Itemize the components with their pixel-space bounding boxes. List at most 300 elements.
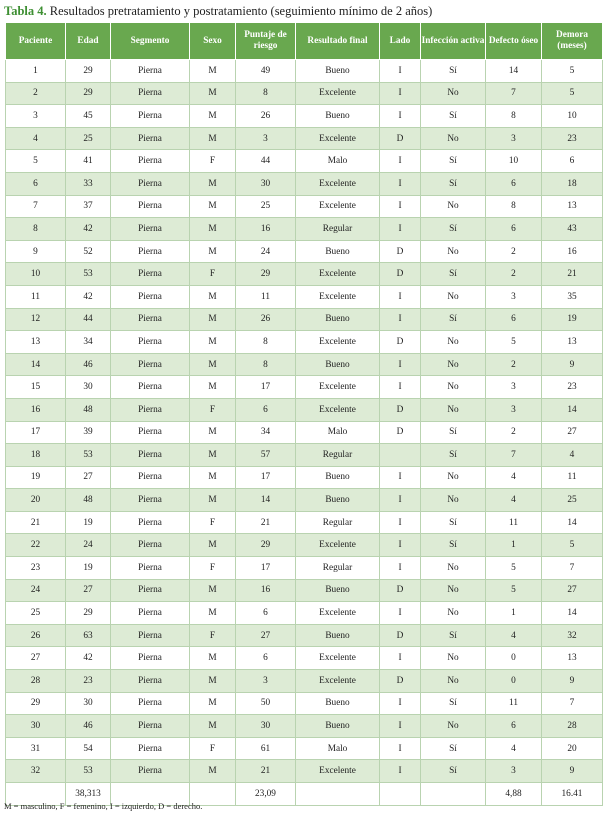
table-cell: I bbox=[380, 60, 421, 83]
table-cell: Excelente bbox=[296, 760, 380, 783]
table-cell: Pierna bbox=[111, 624, 190, 647]
table-cell: Pierna bbox=[111, 466, 190, 489]
table-cell: Pierna bbox=[111, 421, 190, 444]
table-cell: I bbox=[380, 376, 421, 399]
table-cell: 53 bbox=[66, 263, 111, 286]
table-cell: Regular bbox=[296, 557, 380, 580]
table-cell: 13 bbox=[6, 331, 66, 354]
table-cell: 3 bbox=[486, 398, 542, 421]
table-cell: 6 bbox=[486, 715, 542, 738]
table-cell: Sí bbox=[421, 444, 486, 467]
table-cell: I bbox=[380, 602, 421, 625]
table-cell: Sí bbox=[421, 760, 486, 783]
table-cell: 42 bbox=[66, 218, 111, 241]
table-cell: 26 bbox=[6, 624, 66, 647]
table-cell: Sí bbox=[421, 692, 486, 715]
table-cell: Bueno bbox=[296, 308, 380, 331]
table-cell: Pierna bbox=[111, 534, 190, 557]
table-cell: 19 bbox=[66, 557, 111, 580]
table-cell: M bbox=[190, 105, 236, 128]
table-cell: Pierna bbox=[111, 647, 190, 670]
table-cell: 13 bbox=[542, 331, 603, 354]
table-cell: D bbox=[380, 331, 421, 354]
table-cell: Excelente bbox=[296, 195, 380, 218]
table-cell: 34 bbox=[66, 331, 111, 354]
table-cell: Excelente bbox=[296, 670, 380, 693]
table-cell: Pierna bbox=[111, 263, 190, 286]
table-cell: No bbox=[421, 376, 486, 399]
table-cell: 12 bbox=[6, 308, 66, 331]
table-cell: 6 bbox=[236, 647, 296, 670]
table-label: Tabla 4. bbox=[4, 4, 47, 18]
table-cell: I bbox=[380, 172, 421, 195]
table-cell: Bueno bbox=[296, 715, 380, 738]
table-row bbox=[6, 195, 603, 218]
table-cell: Pierna bbox=[111, 331, 190, 354]
table-cell: 16 bbox=[542, 240, 603, 263]
table-cell: I bbox=[380, 218, 421, 241]
table-cell: 18 bbox=[542, 172, 603, 195]
table-cell: I bbox=[380, 82, 421, 105]
table-cell: M bbox=[190, 376, 236, 399]
table-cell: M bbox=[190, 534, 236, 557]
table-cell: Sí bbox=[421, 421, 486, 444]
table-cell: F bbox=[190, 398, 236, 421]
table-row bbox=[6, 579, 603, 602]
table-cell: M bbox=[190, 331, 236, 354]
table-cell: 20 bbox=[542, 737, 603, 760]
table-cell: Excelente bbox=[296, 172, 380, 195]
table-cell: Excelente bbox=[296, 82, 380, 105]
table-cell: Malo bbox=[296, 737, 380, 760]
table-cell: No bbox=[421, 489, 486, 512]
table-cell: 25 bbox=[236, 195, 296, 218]
table-cell: 11 bbox=[236, 285, 296, 308]
table-cell: 6 bbox=[486, 172, 542, 195]
table-cell: 49 bbox=[236, 60, 296, 83]
table-cell: 9 bbox=[542, 760, 603, 783]
table-row bbox=[6, 557, 603, 580]
table-cell: Pierna bbox=[111, 444, 190, 467]
table-cell: 31 bbox=[6, 737, 66, 760]
table-cell: M bbox=[190, 692, 236, 715]
table-cell: Excelente bbox=[296, 534, 380, 557]
table-cell: 20 bbox=[6, 489, 66, 512]
table-row bbox=[6, 602, 603, 625]
table-cell: Pierna bbox=[111, 489, 190, 512]
totals-cell: 16.41 bbox=[542, 783, 603, 806]
table-cell: 18 bbox=[6, 444, 66, 467]
table-cell: No bbox=[421, 285, 486, 308]
table-cell: Pierna bbox=[111, 692, 190, 715]
table-cell: 4 bbox=[486, 489, 542, 512]
table-cell: 9 bbox=[6, 240, 66, 263]
table-cell: 57 bbox=[236, 444, 296, 467]
table-cell: No bbox=[421, 398, 486, 421]
table-cell: 8 bbox=[236, 331, 296, 354]
table-row bbox=[6, 127, 603, 150]
table-cell: 39 bbox=[66, 421, 111, 444]
table-cell: 7 bbox=[542, 557, 603, 580]
table-cell: 32 bbox=[542, 624, 603, 647]
column-header: Lado bbox=[380, 23, 421, 60]
table-cell: 7 bbox=[486, 444, 542, 467]
table-cell: 17 bbox=[236, 466, 296, 489]
table-cell: No bbox=[421, 557, 486, 580]
table-cell: Pierna bbox=[111, 105, 190, 128]
table-cell: 29 bbox=[6, 692, 66, 715]
table-row bbox=[6, 376, 603, 399]
table-cell: 16 bbox=[236, 218, 296, 241]
table-row bbox=[6, 737, 603, 760]
table-cell: 10 bbox=[542, 105, 603, 128]
table-cell: 17 bbox=[6, 421, 66, 444]
table-cell: No bbox=[421, 240, 486, 263]
table-cell: 14 bbox=[542, 602, 603, 625]
table-cell: Excelente bbox=[296, 647, 380, 670]
table-cell: Pierna bbox=[111, 127, 190, 150]
table-cell: 42 bbox=[66, 647, 111, 670]
table-cell: 3 bbox=[486, 285, 542, 308]
table-cell: 61 bbox=[236, 737, 296, 760]
table-body bbox=[6, 60, 603, 806]
table-cell: M bbox=[190, 353, 236, 376]
table-cell: Bueno bbox=[296, 466, 380, 489]
table-cell: Sí bbox=[421, 105, 486, 128]
table-cell: 45 bbox=[66, 105, 111, 128]
table-cell: M bbox=[190, 670, 236, 693]
table-cell: 27 bbox=[66, 466, 111, 489]
table-cell: 52 bbox=[66, 240, 111, 263]
table-cell: 1 bbox=[486, 602, 542, 625]
table-cell: 9 bbox=[542, 670, 603, 693]
table-cell: I bbox=[380, 692, 421, 715]
table-cell: 22 bbox=[6, 534, 66, 557]
table-cell: Excelente bbox=[296, 285, 380, 308]
table-cell: D bbox=[380, 240, 421, 263]
table-cell: Malo bbox=[296, 421, 380, 444]
header-row bbox=[6, 23, 603, 60]
table-cell: 16 bbox=[236, 579, 296, 602]
table-cell: No bbox=[421, 579, 486, 602]
table-cell: 44 bbox=[66, 308, 111, 331]
table-cell: 7 bbox=[486, 82, 542, 105]
table-cell: 15 bbox=[6, 376, 66, 399]
table-cell: 63 bbox=[66, 624, 111, 647]
table-cell: M bbox=[190, 489, 236, 512]
table-row bbox=[6, 172, 603, 195]
table-cell: 48 bbox=[66, 398, 111, 421]
table-cell: Sí bbox=[421, 60, 486, 83]
table-row bbox=[6, 398, 603, 421]
table-row bbox=[6, 624, 603, 647]
table-cell: D bbox=[380, 421, 421, 444]
table-cell: 3 bbox=[486, 127, 542, 150]
table-cell: No bbox=[421, 466, 486, 489]
table-cell: 2 bbox=[486, 421, 542, 444]
table-cell: I bbox=[380, 557, 421, 580]
table-row bbox=[6, 760, 603, 783]
table-row bbox=[6, 444, 603, 467]
table-cell: 24 bbox=[66, 534, 111, 557]
table-cell: 46 bbox=[66, 715, 111, 738]
table-cell: 16 bbox=[6, 398, 66, 421]
table-cell: 3 bbox=[6, 105, 66, 128]
table-cell: M bbox=[190, 240, 236, 263]
column-header: Edad bbox=[66, 23, 111, 60]
table-row bbox=[6, 331, 603, 354]
table-cell: 13 bbox=[542, 647, 603, 670]
table-cell: 25 bbox=[6, 602, 66, 625]
table-cell: Excelente bbox=[296, 376, 380, 399]
table-cell: 46 bbox=[66, 353, 111, 376]
column-header: Demora (meses) bbox=[542, 23, 603, 60]
table-row bbox=[6, 263, 603, 286]
table-cell: Pierna bbox=[111, 398, 190, 421]
table-cell: M bbox=[190, 218, 236, 241]
table-cell: 8 bbox=[236, 353, 296, 376]
table-cell: 19 bbox=[66, 511, 111, 534]
table-cell: Pierna bbox=[111, 240, 190, 263]
table-cell: Pierna bbox=[111, 285, 190, 308]
table-cell: 29 bbox=[236, 263, 296, 286]
table-cell: 14 bbox=[6, 353, 66, 376]
table-cell: 0 bbox=[486, 670, 542, 693]
table-cell: Bueno bbox=[296, 624, 380, 647]
table-cell: 4 bbox=[486, 466, 542, 489]
table-cell: 26 bbox=[236, 308, 296, 331]
table-cell: Bueno bbox=[296, 489, 380, 512]
table-cell: 14 bbox=[542, 398, 603, 421]
table-cell: 24 bbox=[236, 240, 296, 263]
table-cell: 42 bbox=[66, 285, 111, 308]
table-cell: Malo bbox=[296, 150, 380, 173]
table-cell: Pierna bbox=[111, 670, 190, 693]
table-cell: Pierna bbox=[111, 172, 190, 195]
table-cell: F bbox=[190, 624, 236, 647]
table-cell: 5 bbox=[6, 150, 66, 173]
table-cell: 30 bbox=[66, 692, 111, 715]
table-cell: 6 bbox=[236, 602, 296, 625]
table-cell: No bbox=[421, 331, 486, 354]
table-cell: Pierna bbox=[111, 218, 190, 241]
table-cell: Sí bbox=[421, 308, 486, 331]
table-cell: 23 bbox=[542, 376, 603, 399]
table-cell: 53 bbox=[66, 760, 111, 783]
table-cell: 53 bbox=[66, 444, 111, 467]
results-table bbox=[5, 22, 603, 806]
table-row bbox=[6, 511, 603, 534]
table-cell: 3 bbox=[236, 127, 296, 150]
table-cell: 27 bbox=[542, 579, 603, 602]
table-cell: 2 bbox=[486, 263, 542, 286]
table-cell: 29 bbox=[66, 60, 111, 83]
column-header: Segmento bbox=[111, 23, 190, 60]
table-row bbox=[6, 82, 603, 105]
table-cell: Pierna bbox=[111, 737, 190, 760]
table-cell: 41 bbox=[66, 150, 111, 173]
table-cell: 37 bbox=[66, 195, 111, 218]
table-cell: Pierna bbox=[111, 557, 190, 580]
table-cell: D bbox=[380, 579, 421, 602]
table-cell bbox=[380, 444, 421, 467]
table-cell: 8 bbox=[6, 218, 66, 241]
table-cell: 28 bbox=[6, 670, 66, 693]
table-cell: 21 bbox=[6, 511, 66, 534]
table-cell: Regular bbox=[296, 511, 380, 534]
table-cell: 10 bbox=[486, 150, 542, 173]
table-cell: 2 bbox=[486, 240, 542, 263]
table-cell: No bbox=[421, 647, 486, 670]
table-cell: M bbox=[190, 760, 236, 783]
table-cell: M bbox=[190, 466, 236, 489]
table-cell: 3 bbox=[486, 376, 542, 399]
table-cell: 5 bbox=[542, 60, 603, 83]
table-cell: Pierna bbox=[111, 150, 190, 173]
table-cell: 5 bbox=[486, 331, 542, 354]
table-cell: Sí bbox=[421, 737, 486, 760]
totals-cell bbox=[421, 783, 486, 806]
table-cell: 5 bbox=[486, 557, 542, 580]
table-cell: Bueno bbox=[296, 105, 380, 128]
table-cell: Bueno bbox=[296, 579, 380, 602]
table-cell: 27 bbox=[6, 647, 66, 670]
table-cell: 0 bbox=[486, 647, 542, 670]
table-cell: 8 bbox=[486, 105, 542, 128]
table-cell: D bbox=[380, 127, 421, 150]
table-row bbox=[6, 670, 603, 693]
table-title: Resultados pretratamiento y postratamiento (seguimiento mínimo de 2 años) bbox=[49, 4, 433, 18]
table-cell: F bbox=[190, 263, 236, 286]
table-cell: 25 bbox=[66, 127, 111, 150]
table-row bbox=[6, 534, 603, 557]
table-cell: 6 bbox=[486, 308, 542, 331]
table-cell: I bbox=[380, 760, 421, 783]
table-cell: 30 bbox=[236, 172, 296, 195]
table-cell: M bbox=[190, 82, 236, 105]
table-cell: Pierna bbox=[111, 511, 190, 534]
table-cell: 5 bbox=[542, 82, 603, 105]
table-cell: 19 bbox=[6, 466, 66, 489]
table-cell: 2 bbox=[6, 82, 66, 105]
table-cell: 25 bbox=[542, 489, 603, 512]
table-cell: D bbox=[380, 670, 421, 693]
table-row bbox=[6, 60, 603, 83]
table-cell: 7 bbox=[542, 692, 603, 715]
column-header: Paciente bbox=[6, 23, 66, 60]
column-header: Puntaje de riesgo bbox=[236, 23, 296, 60]
table-cell: Bueno bbox=[296, 60, 380, 83]
table-cell: I bbox=[380, 511, 421, 534]
table-cell: 30 bbox=[66, 376, 111, 399]
table-cell: 5 bbox=[542, 534, 603, 557]
table-cell: 23 bbox=[6, 557, 66, 580]
table-row bbox=[6, 150, 603, 173]
table-cell: Bueno bbox=[296, 353, 380, 376]
totals-cell bbox=[380, 783, 421, 806]
table-cell: Excelente bbox=[296, 127, 380, 150]
table-cell: 6 bbox=[542, 150, 603, 173]
table-cell: 13 bbox=[542, 195, 603, 218]
table-cell: M bbox=[190, 285, 236, 308]
table-cell: 6 bbox=[236, 398, 296, 421]
table-cell: No bbox=[421, 82, 486, 105]
table-cell: F bbox=[190, 557, 236, 580]
table-cell: M bbox=[190, 444, 236, 467]
table-cell: Pierna bbox=[111, 353, 190, 376]
table-cell: 34 bbox=[236, 421, 296, 444]
table-cell: No bbox=[421, 670, 486, 693]
table-cell: Sí bbox=[421, 150, 486, 173]
totals-cell: 4,88 bbox=[486, 783, 542, 806]
table-cell: M bbox=[190, 647, 236, 670]
table-cell: Bueno bbox=[296, 692, 380, 715]
table-cell: M bbox=[190, 715, 236, 738]
table-cell: 7 bbox=[6, 195, 66, 218]
table-cell: I bbox=[380, 285, 421, 308]
column-header: Infección activa bbox=[421, 23, 486, 60]
table-cell: 33 bbox=[66, 172, 111, 195]
table-cell: I bbox=[380, 353, 421, 376]
table-row bbox=[6, 105, 603, 128]
table-cell: 4 bbox=[486, 737, 542, 760]
table-cell: 29 bbox=[66, 82, 111, 105]
table-cell: Pierna bbox=[111, 82, 190, 105]
table-cell: 17 bbox=[236, 376, 296, 399]
table-cell: 17 bbox=[236, 557, 296, 580]
table-cell: 27 bbox=[236, 624, 296, 647]
table-cell: Pierna bbox=[111, 308, 190, 331]
table-cell: No bbox=[421, 715, 486, 738]
table-row bbox=[6, 308, 603, 331]
table-cell: 23 bbox=[542, 127, 603, 150]
table-cell: 8 bbox=[486, 195, 542, 218]
table-cell: 9 bbox=[542, 353, 603, 376]
table-cell: 30 bbox=[236, 715, 296, 738]
table-cell: 6 bbox=[486, 218, 542, 241]
table-cell: M bbox=[190, 127, 236, 150]
table-cell: M bbox=[190, 579, 236, 602]
table-cell: F bbox=[190, 737, 236, 760]
table-cell: 6 bbox=[6, 172, 66, 195]
table-cell: 26 bbox=[236, 105, 296, 128]
table-cell: 21 bbox=[236, 760, 296, 783]
table-cell: Pierna bbox=[111, 602, 190, 625]
table-cell: M bbox=[190, 60, 236, 83]
column-header: Defecto óseo bbox=[486, 23, 542, 60]
table-cell: Excelente bbox=[296, 398, 380, 421]
column-header: Sexo bbox=[190, 23, 236, 60]
table-cell: Bueno bbox=[296, 240, 380, 263]
table-cell: 10 bbox=[6, 263, 66, 286]
table-cell: Pierna bbox=[111, 195, 190, 218]
table-cell: I bbox=[380, 647, 421, 670]
table-row bbox=[6, 218, 603, 241]
table-cell: 14 bbox=[486, 60, 542, 83]
table-row bbox=[6, 285, 603, 308]
table-cell: Pierna bbox=[111, 760, 190, 783]
table-row bbox=[6, 240, 603, 263]
table-cell: M bbox=[190, 308, 236, 331]
table-row bbox=[6, 466, 603, 489]
table-cell: F bbox=[190, 150, 236, 173]
table-row bbox=[6, 421, 603, 444]
table-row bbox=[6, 715, 603, 738]
table-cell: 24 bbox=[6, 579, 66, 602]
table-cell: No bbox=[421, 195, 486, 218]
table-cell: 2 bbox=[486, 353, 542, 376]
table-cell: Sí bbox=[421, 624, 486, 647]
